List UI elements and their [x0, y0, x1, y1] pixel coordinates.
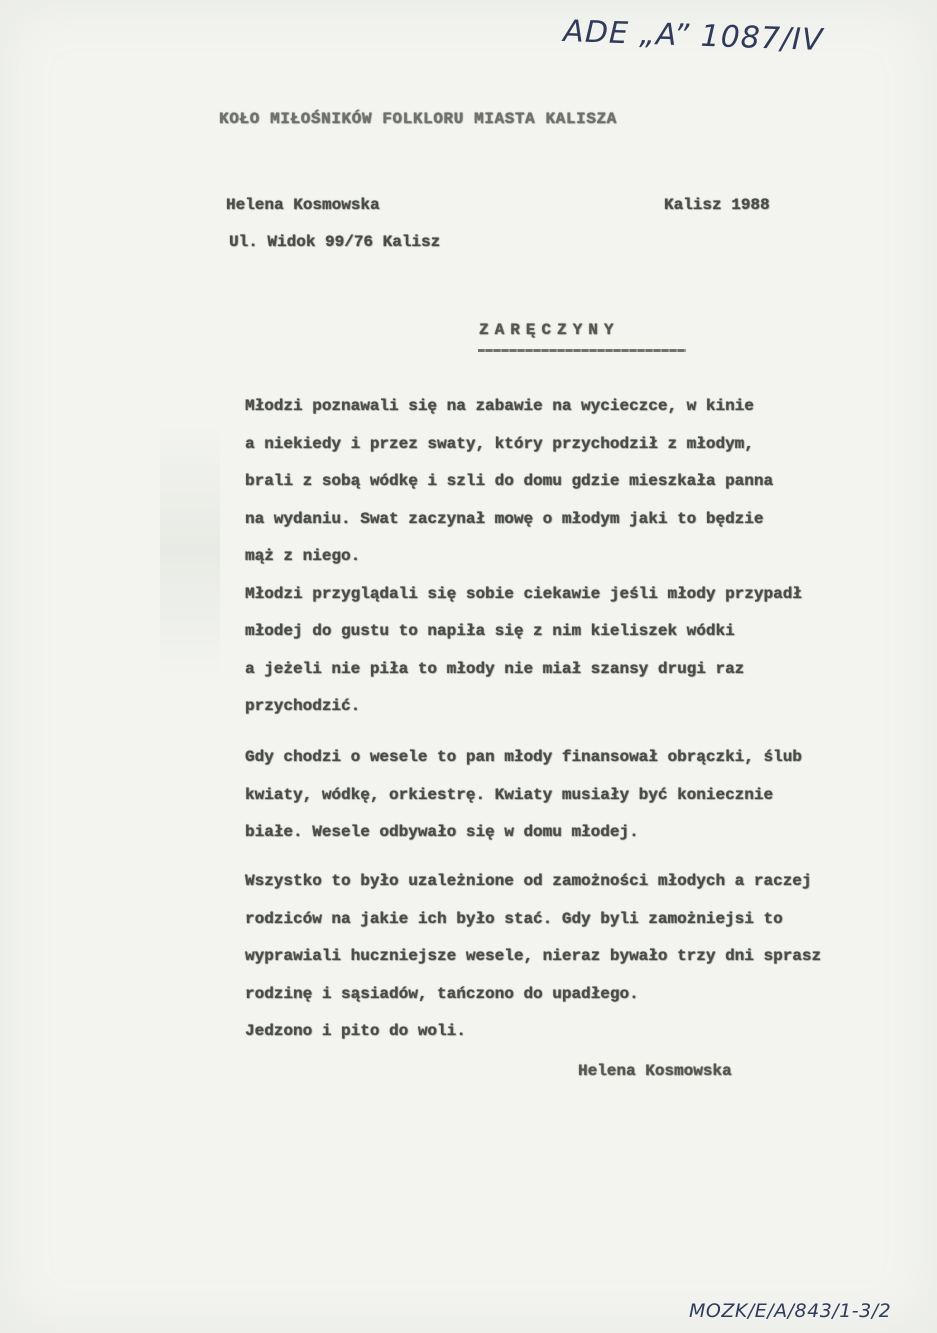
archive-signature-top: ADE „A” 1087/IV	[562, 14, 824, 59]
body-line: Jedzono i pito do woli.	[245, 1022, 466, 1040]
body-line: białe. Wesele odbywało się w domu młodej.	[245, 823, 639, 841]
body-line: mąż z niego.	[245, 547, 361, 565]
archive-reference-bottom: MOZK/E/A/843/1-3/2	[689, 1300, 892, 1322]
body-line: a jeżeli nie piła to młody nie miał szansy drugi raz	[245, 660, 745, 678]
body-line: Gdy chodzi o wesele to pan młody finansował obrączki, ślub	[245, 748, 802, 766]
body-line: młodej do gustu to napiła się z nim kieliszek wódki	[245, 622, 735, 640]
place-and-date: Kalisz 1988	[664, 196, 770, 214]
body-line: na wydaniu. Swat zaczynał mowę o młodym jaki to będzie	[245, 510, 764, 528]
body-line: a niekiedy i przez swaty, który przychodził z młodym,	[245, 435, 754, 453]
document-title: ZARĘCZYNY	[479, 321, 620, 339]
body-line: Młodzi przyglądali się sobie ciekawie jeśli młody przypadł	[245, 585, 802, 603]
body-line: Młodzi poznawali się na zabawie na wycieczce, w kinie	[245, 397, 754, 415]
body-line: Wszystko to było uzależnione od zamożności młodych a raczej	[245, 872, 812, 890]
organization-header: KOŁO MIŁOŚNIKÓW FOLKLORU MIASTA KALISZA	[219, 110, 617, 128]
sender-name: Helena Kosmowska	[226, 196, 380, 214]
body-line: rodzinę i sąsiadów, tańczono do upadłego.	[245, 985, 639, 1003]
body-line: wyprawiali huczniejsze wesele, nieraz bywało trzy dni sprasz	[245, 947, 822, 965]
body-line: kwiaty, wódkę, orkiestrę. Kwiaty musiały być koniecznie	[245, 786, 774, 804]
title-underline	[478, 349, 686, 352]
typed-signature: Helena Kosmowska	[578, 1062, 732, 1080]
body-line: brali z sobą wódkę i szli do domu gdzie mieszkała panna	[245, 472, 774, 490]
paper-bleed-through	[160, 420, 220, 680]
body-line: rodziców na jakie ich było stać. Gdy byli zamożniejsi to	[245, 910, 783, 928]
sender-address: Ul. Widok 99/76 Kalisz	[229, 233, 441, 251]
body-line: przychodzić.	[245, 697, 361, 715]
